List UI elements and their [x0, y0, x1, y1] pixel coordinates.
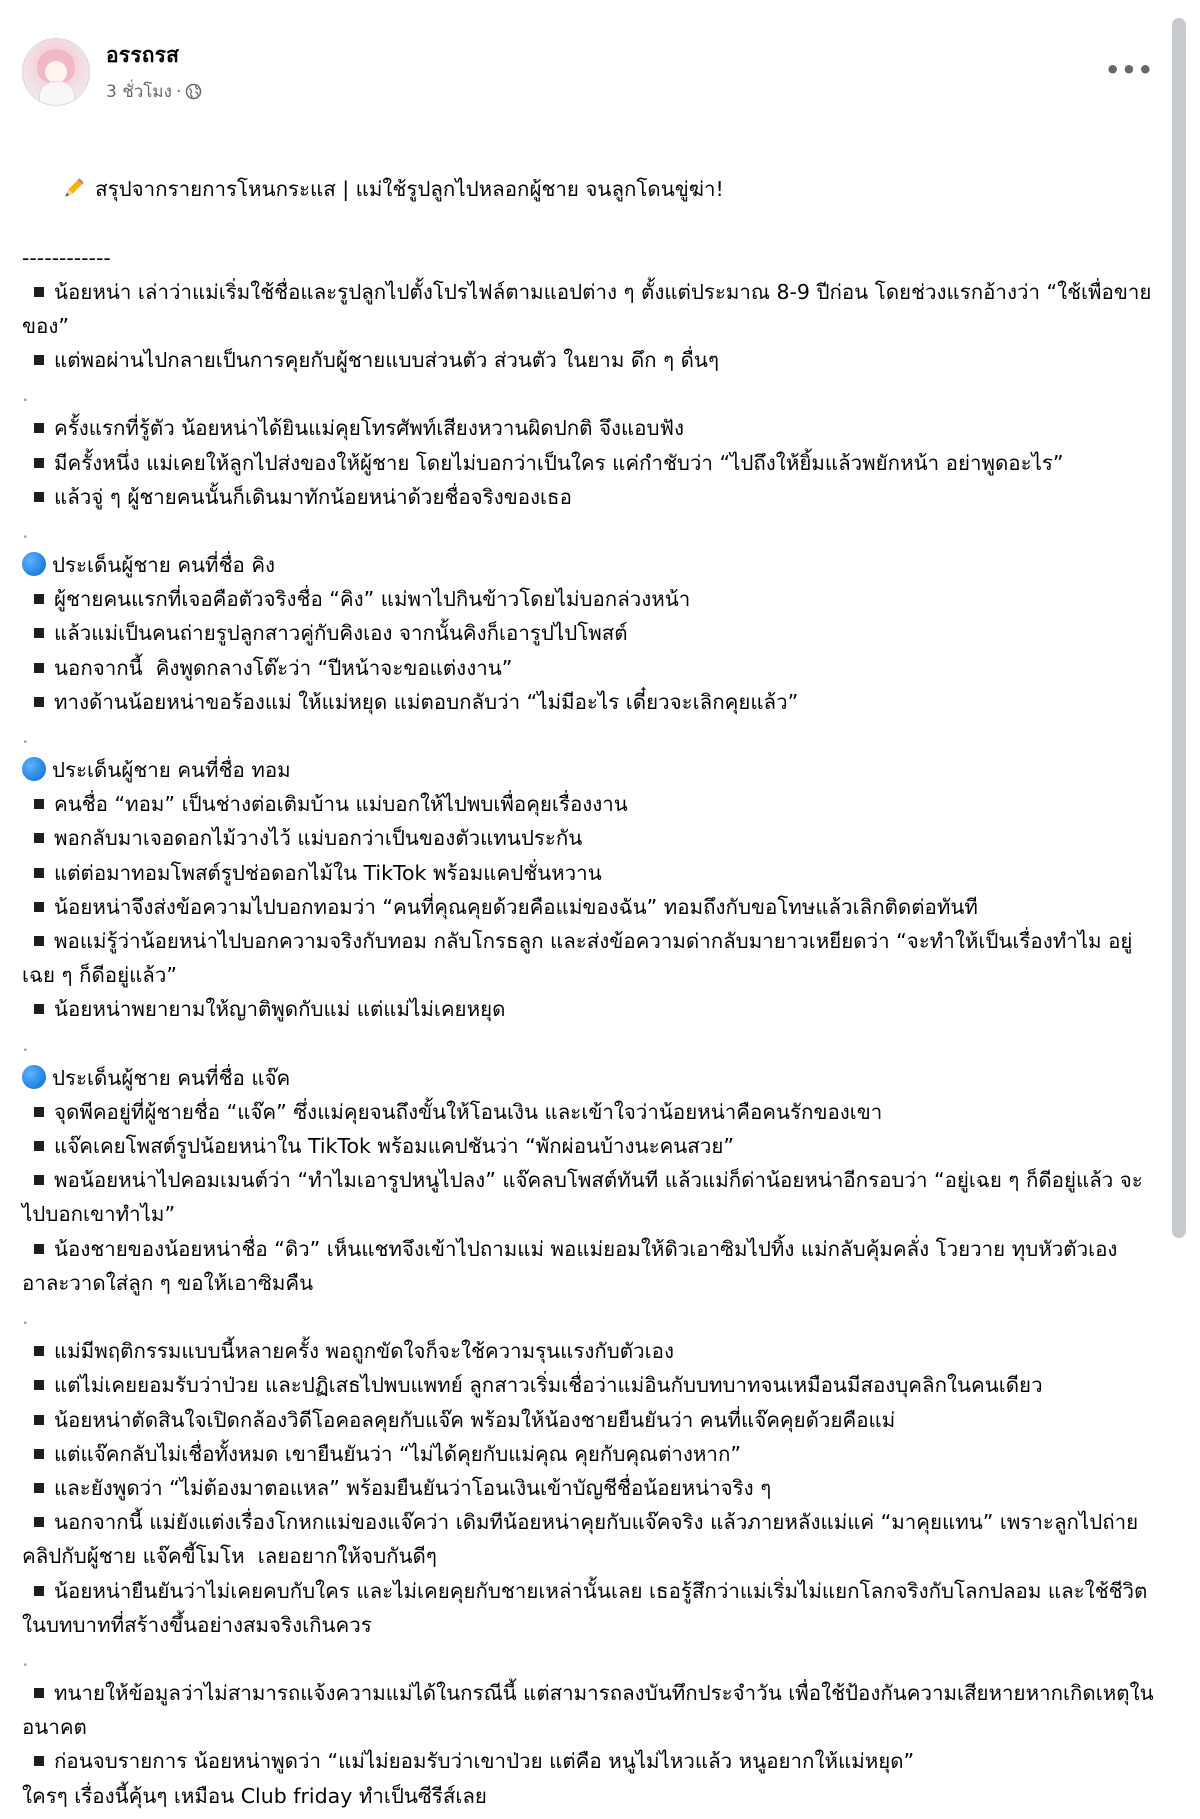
- globe-icon: [185, 83, 202, 100]
- blue-circle-icon: [22, 552, 46, 576]
- spacer-dot: [22, 1027, 1160, 1061]
- bullet-line: [22, 856, 1160, 890]
- bullet-line: [22, 446, 1160, 480]
- author-name[interactable]: อรรถรส: [106, 43, 180, 67]
- line-text: พอกลับมาเจอดอกไม้วางไว้ แม่บอกว่าเป็นของตัวแทนประกัน: [54, 826, 583, 851]
- line-text: ประเด็นผู้ชาย คนที่ชื่อ ทอม: [52, 758, 291, 783]
- bullet-line: [22, 1437, 1160, 1471]
- square-bullet-icon: [34, 868, 44, 878]
- square-bullet-icon: [34, 902, 44, 912]
- bullet-line: [22, 1129, 1160, 1163]
- bullet-line: [22, 343, 1160, 377]
- section-heading: [22, 753, 1160, 787]
- square-bullet-icon: [34, 663, 44, 673]
- post-meta: [106, 39, 202, 105]
- avatar-body: [39, 81, 75, 106]
- bullet-line: [22, 890, 1160, 924]
- bullet-line: [22, 924, 1160, 992]
- line-text: น้อยหน่าจึงส่งข้อความไปบอกทอมว่า “คนที่คุณคุยด้วยคือแม่ของฉัน” ทอมถึงกับขอโทษแล้วเลิกติดต่อทันที: [54, 894, 978, 919]
- line-text: แต่ไม่เคยยอมรับว่าป่วย และปฏิเสธไปพบแพทย์ ลูกสาวเริ่มเชื่อว่าแม่อินกับบทบาทจนเหมือนมีสองบุคลิกในคนเดียว: [54, 1373, 1043, 1398]
- square-bullet-icon: [34, 936, 44, 946]
- spacer-dot: [22, 1300, 1160, 1334]
- post-header: [22, 34, 1160, 110]
- bullet-line: [22, 1232, 1160, 1300]
- line-text: แล้วแม่เป็นคนถ่ายรูปลูกสาวคู่กับคิงเอง จากนั้นคิงก็เอารูปไปโพสต์: [54, 621, 628, 646]
- bullet-line: [22, 1505, 1160, 1573]
- square-bullet-icon: [34, 1346, 44, 1356]
- line-text: คนชื่อ “ทอม” เป็นช่างต่อเติมบ้าน แม่บอกให้ไปพบเพื่อคุยเรื่องงาน: [54, 792, 628, 817]
- bullet-line: [22, 480, 1160, 514]
- line-text: ประเด็นผู้ชาย คนที่ชื่อ คิง: [52, 553, 276, 578]
- bullet-line: [22, 1471, 1160, 1505]
- avatar[interactable]: [22, 38, 90, 106]
- line-text: แต่ต่อมาทอมโพสต์รูปช่อดอกไม้ใน TikTok พร้อมแคปชั่นหวาน: [54, 860, 602, 885]
- meta-separator: ·: [175, 81, 182, 102]
- square-bullet-icon: [34, 1415, 44, 1425]
- post-title: สรุปจากรายการโหนกระแส | แม่ใช้รูปลูกไปหลอกผู้ชาย จนลูกโดนขู่ฆ่า!: [95, 177, 724, 202]
- square-bullet-icon: [34, 423, 44, 433]
- bullet-line: [22, 616, 1160, 650]
- bullet-line: [22, 1574, 1160, 1642]
- line-text: นอกจากนี้ แม่ยังแต่งเรื่องโกหกแม่ของแจ๊คว่า เดิมทีน้อยหน่าคุยกับแจ๊คจริง แล้วภายหลังแม่แค่ “มาคุยแทน” เพราะลูกไปถ่ายคลิปกับผู้ชาย แจ๊คขี้โมโห เลยอยากให้จบกันดีๆ: [22, 1510, 1139, 1569]
- square-bullet-icon: [34, 1586, 44, 1596]
- post-content: [22, 138, 1160, 1813]
- line-text: มีครั้งหนึ่ง แม่เคยให้ลูกไปส่งของให้ผู้ชาย โดยไม่บอกว่าเป็นใคร แค่กำชับว่า “ไปถึงให้ยิ้มแล้วพยักหน้า อย่าพูดอะไร”: [54, 450, 1064, 475]
- bullet-line: [22, 685, 1160, 719]
- square-bullet-icon: [34, 492, 44, 502]
- line-text: แต่พอผ่านไปกลายเป็นการคุยกับผู้ชายแบบส่วนตัว ส่วนตัว ในยาม ดึก ๆ ดื่นๆ: [54, 348, 719, 373]
- bullet-line: [22, 1368, 1160, 1402]
- line-text: น้อยหน่า เล่าว่าแม่เริ่มใช้ชื่อและรูปลูกไปตั้งโปรไฟล์ตามแอปต่าง ๆ ตั้งแต่ประมาณ 8-9 ปีก่อน โดยช่วงแรกอ้างว่า “ใช้เพื่อขายของ”: [22, 279, 1152, 339]
- square-bullet-icon: [34, 1483, 44, 1493]
- line-text: แล้วจู่ ๆ ผู้ชายคนนั้นก็เดินมาทักน้อยหน่าด้วยชื่อจริงของเธอ: [54, 484, 572, 509]
- square-bullet-icon: [34, 1688, 44, 1698]
- blue-circle-icon: [22, 757, 46, 781]
- post-subline: [106, 78, 202, 105]
- bullet-line: [22, 787, 1160, 821]
- divider-line: ------------: [22, 245, 111, 270]
- bullet-line: [22, 1676, 1160, 1744]
- line-text: น้อยหน่าตัดสินใจเปิดกล้องวิดีโอคอลคุยกับแจ๊ค พร้อมให้น้องชายยืนยันว่า คนที่แจ๊คคุยด้วยคือแม่: [54, 1407, 896, 1432]
- line-text: ครั้งแรกที่รู้ตัว น้อยหน่าได้ยินแม่คุยโทรศัพท์เสียงหวานผิดปกติ จึงแอบฟัง: [54, 416, 685, 441]
- bullet-line: [22, 1095, 1160, 1129]
- square-bullet-icon: [34, 1107, 44, 1117]
- bullet-line: [22, 411, 1160, 445]
- line-text: .: [22, 724, 29, 749]
- post-time[interactable]: 3 ชั่วโมง: [106, 82, 172, 102]
- line-text: ทางด้านน้อยหน่าขอร้องแม่ ให้แม่หยุด แม่ตอบกลับว่า “ไม่มีอะไร เดี๋ยวจะเลิกคุยแล้ว”: [54, 689, 799, 714]
- post-footer-line: ใครๆ เรื่องนี้คุ้นๆ เหมือน Club friday ทำเป็นซีรีส์เลย: [22, 1783, 487, 1808]
- square-bullet-icon: [34, 1449, 44, 1459]
- line-text: ผู้ชายคนแรกที่เจอคือตัวจริงชื่อ “คิง” แม่พาไปกินข้าวโดยไม่บอกล่วงหน้า: [54, 587, 691, 612]
- line-text: .: [22, 1031, 29, 1056]
- line-text: ทนายให้ข้อมูลว่าไม่สามารถแจ้งความแม่ได้ในกรณีนี้ แต่สามารถลงบันทึกประจำวัน เพื่อใช้ป้องกันความเสียหายหากเกิดเหตุในอนาคต: [22, 1680, 1154, 1740]
- bullet-line: [22, 1403, 1160, 1437]
- spacer-dot: [22, 1642, 1160, 1676]
- scrollbar[interactable]: [1172, 18, 1186, 1238]
- line-text: น้อยหน่าพยายามให้ญาติพูดกับแม่ แต่แม่ไม่เคยหยุด: [54, 997, 506, 1022]
- line-text: นอกจากนี้ คิงพูดกลางโต๊ะว่า “ปีหน้าจะขอแต่งงาน”: [54, 655, 513, 680]
- bullet-line: [22, 992, 1160, 1026]
- avatar-face: [45, 61, 67, 83]
- square-bullet-icon: [34, 1175, 44, 1185]
- square-bullet-icon: [34, 1244, 44, 1254]
- spacer-dot: [22, 514, 1160, 548]
- line-text: ประเด็นผู้ชาย คนที่ชื่อ แจ๊ค: [52, 1065, 291, 1090]
- post-body: [22, 275, 1160, 1779]
- line-text: .: [22, 382, 29, 407]
- square-bullet-icon: [34, 628, 44, 638]
- bullet-line: [22, 1163, 1160, 1231]
- square-bullet-icon: [34, 697, 44, 707]
- line-text: และยังพูดว่า “ไม่ต้องมาตอแหล” พร้อมยืนยันว่าโอนเงินเข้าบัญชีชื่อน้อยหน่าจริง ๆ: [54, 1475, 772, 1500]
- line-text: .: [22, 1646, 29, 1671]
- section-heading: [22, 548, 1160, 582]
- line-text: แจ๊คเคยโพสต์รูปน้อยหน่าใน TikTok พร้อมแคปชันว่า “พักผ่อนบ้างนะคนสวย”: [54, 1134, 734, 1159]
- bullet-line: [22, 1744, 1160, 1778]
- line-text: .: [22, 519, 29, 544]
- square-bullet-icon: [34, 799, 44, 809]
- square-bullet-icon: [34, 594, 44, 604]
- square-bullet-icon: [34, 287, 44, 297]
- bullet-line: [22, 651, 1160, 685]
- square-bullet-icon: [34, 458, 44, 468]
- line-text: พอน้อยหน่าไปคอมเมนต์ว่า “ทำไมเอารูปหนูไปลง” แจ๊คลบโพสต์ทันที แล้วแม่ก็ด่าน้อยหน่าอีกรอบว่า “อยู่เฉย ๆ ก็ดีอยู่แล้ว จะไปบอกเขาทำไม”: [22, 1168, 1143, 1227]
- line-text: ก่อนจบรายการ น้อยหน่าพูดว่า “แม่ไม่ยอมรับว่าเขาป่วย แต่คือ หนูไม่ไหวแล้ว หนูอยากให้แม่หยุด”: [54, 1749, 915, 1774]
- more-options-button[interactable]: •••: [1104, 56, 1154, 84]
- bullet-line: [22, 821, 1160, 855]
- spacer-dot: [22, 719, 1160, 753]
- bullet-line: [22, 1334, 1160, 1368]
- square-bullet-icon: [34, 1756, 44, 1766]
- post-title-line: [22, 138, 1160, 241]
- square-bullet-icon: [34, 1517, 44, 1527]
- line-text: แต่แจ๊คกลับไม่เชื่อทั้งหมด เขายืนยันว่า “ไม่ได้คุยกับแม่คุณ คุยกับคุณต่างหาก”: [54, 1441, 741, 1466]
- line-text: พอแม่รู้ว่าน้อยหน่าไปบอกความจริงกับทอม กลับโกรธลูก และส่งข้อความด่ากลับมายาวเหยียดว่า “จะทำให้เป็นเรื่องทำไม อยู่เฉย ๆ ก็ดีอยู่แล้ว”: [22, 929, 1133, 988]
- line-text: น้อยหน่ายืนยันว่าไม่เคยคบกับใคร และไม่เคยคุยกับชายเหล่านั้นเลย เธอรู้สึกว่าแม่เริ่มไม่แยกโลกจริงกับโลกปลอม และใช้ชีวิตในบทบาทที่สร้างขึ้นอย่างสมจริงเกินควร: [22, 1578, 1148, 1637]
- section-heading: [22, 1061, 1160, 1095]
- line-text: แม่มีพฤติกรรมแบบนี้หลายครั้ง พอถูกขัดใจก็จะใช้ความรุนแรงกับตัวเอง: [54, 1339, 674, 1364]
- square-bullet-icon: [34, 355, 44, 365]
- blue-circle-icon: [22, 1065, 46, 1089]
- pencil-icon: [61, 175, 87, 201]
- line-text: จุดพีคอยู่ที่ผู้ชายชื่อ “แจ๊ค” ซึ่งแม่คุยจนถึงขั้นให้โอนเงิน และเข้าใจว่าน้อยหน่าคือคนรักของเขา: [54, 1099, 883, 1124]
- bullet-line: [22, 582, 1160, 616]
- square-bullet-icon: [34, 1380, 44, 1390]
- line-text: .: [22, 1305, 29, 1330]
- spacer-dot: [22, 377, 1160, 411]
- bullet-line: [22, 275, 1160, 343]
- line-text: น้องชายของน้อยหน่าชื่อ “ดิว” เห็นแชทจึงเข้าไปถามแม่ พอแม่ยอมให้ดิวเอาซิมไปทิ้ง แม่กลับคุ้มคลั่ง โวยวาย ทุบหัวตัวเอง อาละวาดใส่ลูก ๆ ขอให้เอาซิมคืน: [22, 1236, 1124, 1295]
- square-bullet-icon: [34, 1141, 44, 1151]
- square-bullet-icon: [34, 833, 44, 843]
- square-bullet-icon: [34, 1004, 44, 1014]
